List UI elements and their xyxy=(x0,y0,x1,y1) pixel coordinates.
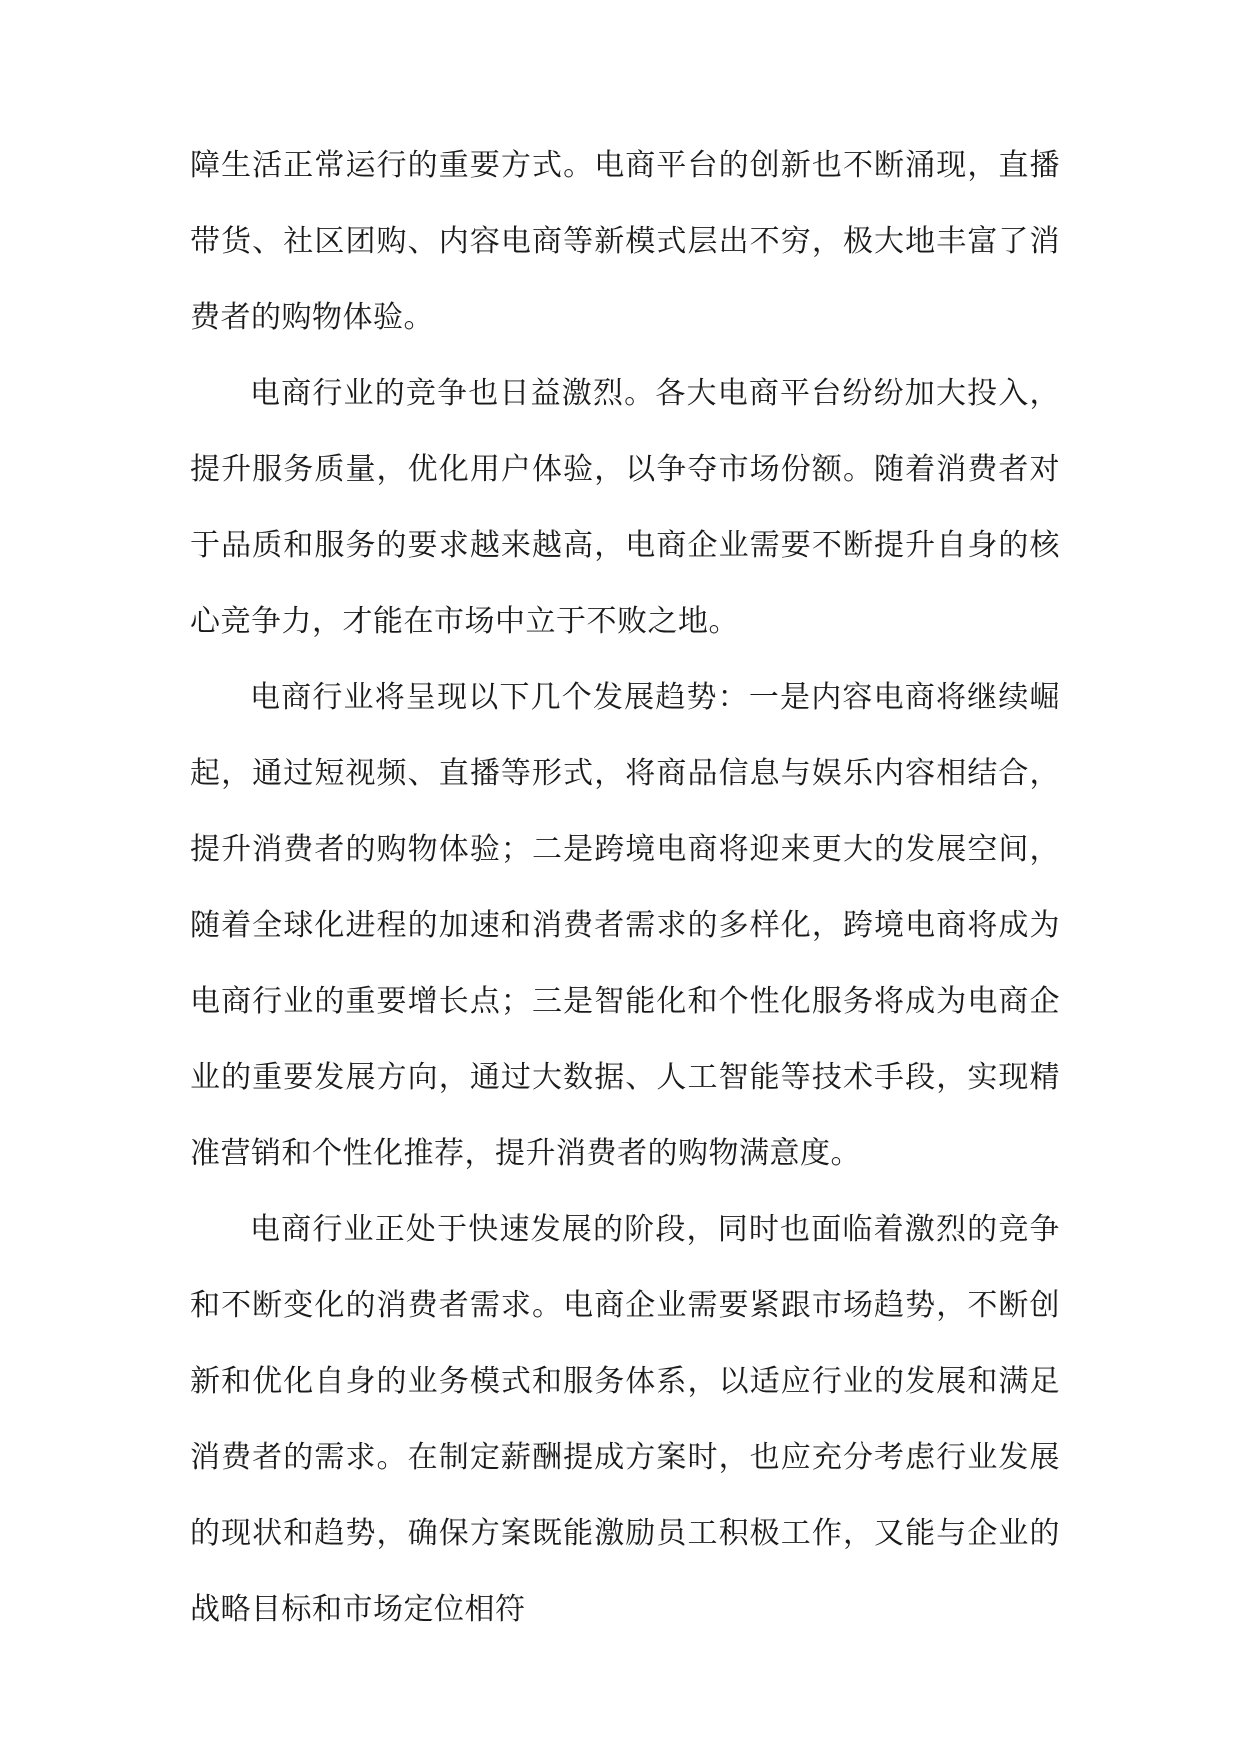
document-body xyxy=(190,128,1060,1648)
paragraph-competition: 电商行业的竞争也日益激烈。各大电商平台纷纷加大投入，提升服务质量，优化用户体验，以争夺市场份额。随着消费者对于品质和服务的要求越来越高，电商企业需要不断提升自身的核心竞争力，才能在市场中立于不败之地。 xyxy=(190,376,1060,639)
paragraph-continuation: 障生活正常运行的重要方式。电商平台的创新也不断涌现，直播带货、社区团购、内容电商等新模式层出不穷，极大地丰富了消费者的购物体验。 xyxy=(190,148,1060,335)
paragraph-trends: 电商行业将呈现以下几个发展趋势：一是内容电商将继续崛起，通过短视频、直播等形式，将商品信息与娱乐内容相结合，提升消费者的购物体验；二是跨境电商将迎来更大的发展空间，随着全球化进程的加速和消费者需求的多样化，跨境电商将成为电商行业的重要增长点；三是智能化和个性化服务将成为电商企业的重要发展方向，通过大数据、人工智能等技术手段，实现精准营销和个性化推荐，提升消费者的购物满意度。 xyxy=(190,680,1060,1171)
paragraph-conclusion: 电商行业正处于快速发展的阶段，同时也面临着激烈的竞争和不断变化的消费者需求。电商企业需要紧跟市场趋势，不断创新和优化自身的业务模式和服务体系，以适应行业的发展和满足消费者的需求。在制定薪酬提成方案时，也应充分考虑行业发展的现状和趋势，确保方案既能激励员工积极工作，又能与企业的战略目标和市场定位相符 xyxy=(190,1212,1060,1627)
